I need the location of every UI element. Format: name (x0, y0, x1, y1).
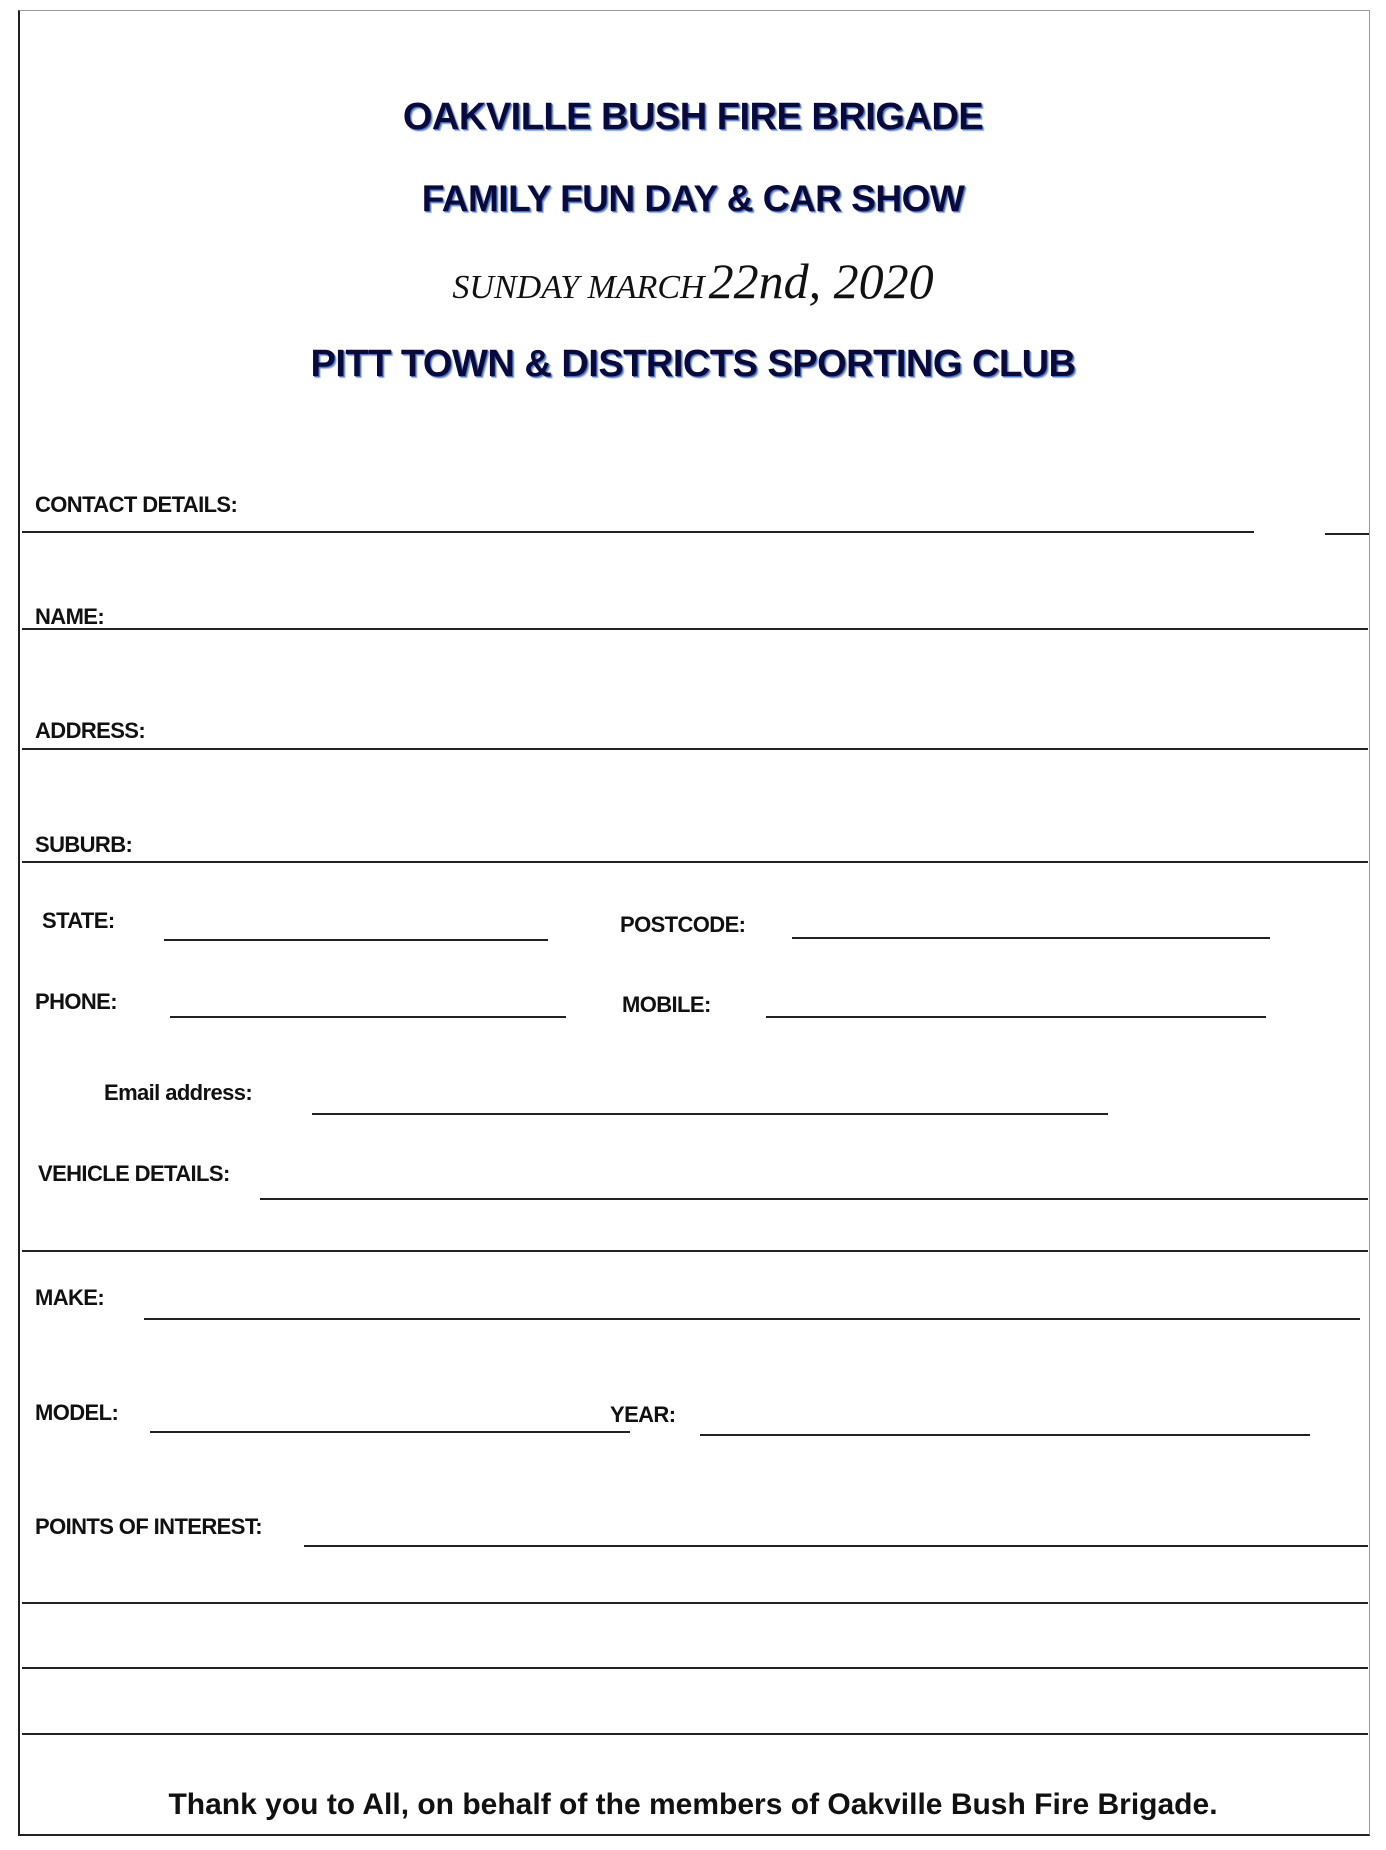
address-label: ADDRESS: (35, 718, 146, 743)
date-number: 22nd, 2020 (708, 253, 934, 309)
model-line[interactable] (150, 1431, 630, 1433)
postcode-label: POSTCODE: (620, 912, 746, 937)
contact-details-line-end (1325, 533, 1369, 535)
email-label: Email address: (104, 1080, 253, 1105)
state-line[interactable] (164, 939, 548, 941)
phone-line[interactable] (170, 1016, 566, 1018)
state-label: STATE: (42, 908, 115, 933)
points-of-interest-line-4[interactable] (22, 1733, 1368, 1735)
event-date (0, 252, 1386, 310)
suburb-label: SUBURB: (35, 832, 133, 857)
vehicle-details-line[interactable] (260, 1198, 1368, 1200)
vehicle-details-line-2[interactable] (22, 1250, 1368, 1252)
postcode-line[interactable] (792, 937, 1270, 939)
org-title: OAKVILLE BUSH FIRE BRIGADE (402, 96, 984, 138)
make-line[interactable] (144, 1318, 1360, 1320)
make-label: MAKE: (35, 1285, 105, 1310)
name-label: NAME: (35, 604, 105, 629)
vehicle-details-label: VEHICLE DETAILS: (38, 1161, 230, 1186)
points-of-interest-line-2[interactable] (22, 1602, 1368, 1604)
date-day: SUNDAY MARCH (452, 269, 705, 306)
thank-you-note: Thank you to All, on behalf of the members of Oakville Bush Fire Brigade. (168, 1788, 1218, 1821)
contact-details-label: CONTACT DETAILS: (35, 492, 238, 517)
points-of-interest-line[interactable] (304, 1545, 1368, 1547)
points-of-interest-label: POINTS OF INTEREST: (35, 1514, 262, 1539)
event-title: FAMILY FUN DAY & CAR SHOW (421, 178, 965, 219)
mobile-line[interactable] (766, 1016, 1266, 1018)
year-line[interactable] (700, 1434, 1310, 1436)
venue-title: PITT TOWN & DISTRICTS SPORTING CLUB (310, 343, 1076, 385)
year-label: YEAR: (610, 1402, 676, 1427)
model-label: MODEL: (35, 1400, 119, 1425)
email-line[interactable] (312, 1113, 1108, 1115)
phone-label: PHONE: (35, 989, 117, 1014)
mobile-label: MOBILE: (622, 992, 711, 1017)
suburb-line[interactable] (22, 861, 1368, 863)
points-of-interest-line-3[interactable] (22, 1667, 1368, 1669)
address-line[interactable] (22, 748, 1368, 750)
name-line[interactable] (22, 628, 1368, 630)
contact-details-line[interactable] (22, 531, 1254, 533)
